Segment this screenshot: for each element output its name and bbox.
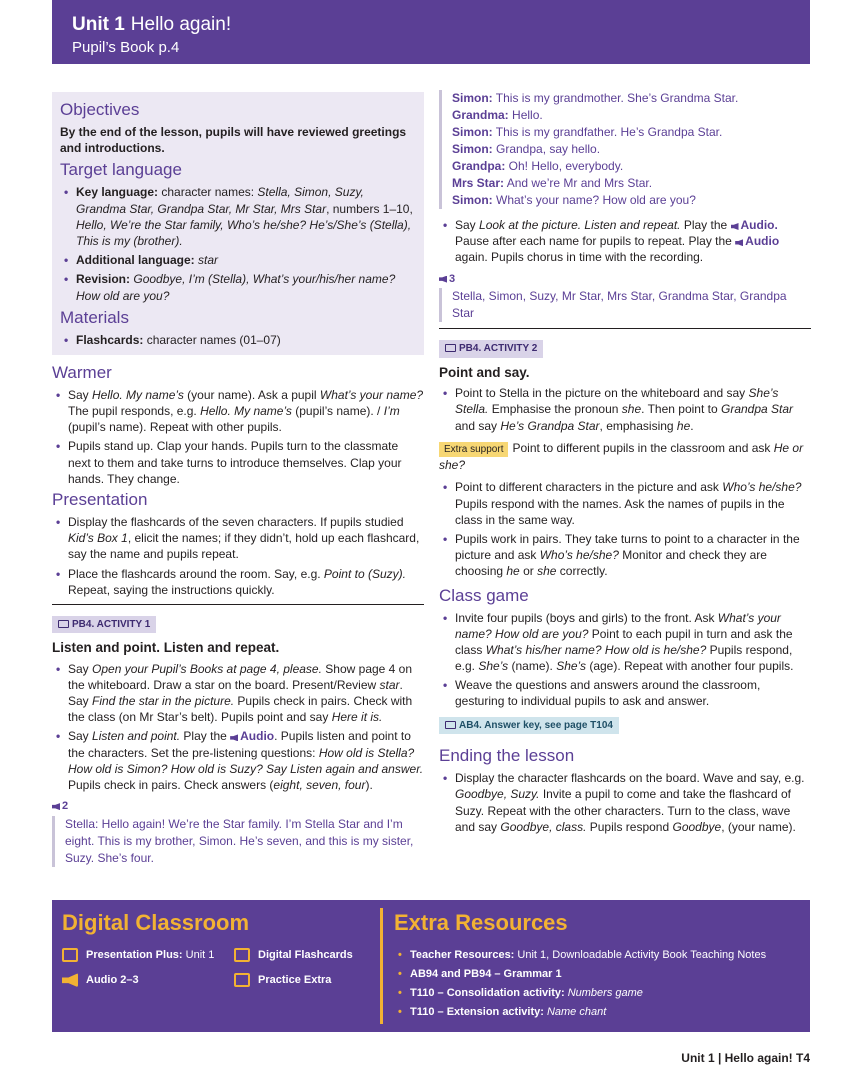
speaker-icon [735, 239, 743, 246]
extra-support-note: Extra support Point to different pupils in the classroom and ask He or she? [439, 440, 804, 473]
transcript-line: Grandpa: Oh! Hello, everybody. [452, 159, 624, 173]
book-page: Pupil’s Book p.4 [72, 39, 180, 56]
audio-track-3: 3 [439, 272, 811, 287]
transcript-1 [439, 90, 811, 209]
list-item: • Key language: character names: Stella, Simon, Suzy, Grandma Star, Grandpa Star, Mr Star, Mrs Star, numbers 1–10, Hello, We’re the Star family, Who’s he/she? He’s/She’s (Stella), This is my (brother). [60, 184, 416, 249]
materials-heading: Materials [60, 307, 129, 327]
ending-heading: Ending the lesson [439, 746, 575, 766]
speaker-icon [62, 973, 78, 987]
transcript-line: Grandma: Hello. [452, 108, 543, 122]
list-item[interactable]: • T110 – Consolidation activity: Numbers game [394, 986, 799, 1001]
activity2-title: Point and say. [439, 364, 530, 380]
right-column [439, 90, 811, 838]
speaker-icon [52, 803, 60, 810]
extra-resources-title: Extra Resources [394, 910, 568, 935]
extra-resources-list [394, 948, 799, 1019]
list-item: • Pupils stand up. Clap your hands. Pupils turn to the classmate next to them and take turns to introduce themselves. Clap your hands. They change. [52, 438, 424, 487]
warmer-heading: Warmer [52, 362, 112, 382]
transcript-line: Simon: This is my grandmother. She’s Grandma Star. [452, 91, 739, 105]
list-item: • Say Open your Pupil’s Books at page 4, please. Show page 4 on the whiteboard. Draw a star on the board. Present/Review star. Say Find the star in the picture. Pupils check in pairs. Check with the class (on Mr Star’s belt). Pupils point and say Here it is. [52, 661, 424, 726]
objectives-text: By the end of the lesson, pupils will have reviewed greetings and introductions. [60, 125, 407, 156]
divider [439, 328, 811, 329]
list-item: • Weave the questions and answers around the classroom, gesturing to individual pupils to ask and answer. [439, 677, 811, 709]
digital-flashcards-link[interactable]: Digital Flashcards [234, 948, 384, 963]
audio-link[interactable]: Audio 2–3 [62, 973, 234, 988]
presentation-list [52, 514, 424, 598]
extra-resources [394, 910, 799, 1023]
list-item: • Additional language: star [60, 252, 416, 268]
practice-icon [234, 973, 250, 987]
book-icon [58, 620, 69, 628]
activity1-list [52, 661, 424, 794]
target-language-heading: Target language [60, 160, 182, 180]
ending-list [439, 770, 811, 835]
activity2-list-2 [439, 479, 811, 579]
warmer-list [52, 387, 424, 487]
presentation-plus-link[interactable]: Presentation Plus: Unit 1 [62, 948, 234, 963]
materials-list [60, 332, 416, 348]
list-item: • Display the character flashcards on the board. Wave and say, e.g. Goodbye, Suzy. Invite a pupil to come and take the flashcard of Suzy. Repeat with the other characters. Turn to the class, wave and say Goodbye, class. Pupils respond Goodbye, (your name). [439, 770, 811, 835]
transcript-2: Stella: Hello again! We’re the Star family. I’m Stella Star and I’m eight. This is my brother, Simon. He’s seven, and this is my sister, Suzy. She’s four. [52, 816, 424, 867]
page-footer: Unit 1 | Hello again! T4 [681, 1051, 810, 1065]
transcript-line: Simon: Grandpa, say hello. [452, 142, 601, 156]
class-game-heading: Class game [439, 585, 529, 605]
speaker-icon [731, 223, 739, 230]
list-item[interactable]: • Teacher Resources: Unit 1, Downloadable Activity Book Teaching Notes [394, 948, 799, 963]
divider [52, 604, 424, 605]
transcript-line: Simon: This is my grandfather. He’s Grandpa Star. [452, 125, 723, 139]
activity2-list [439, 385, 811, 434]
activity1-title: Listen and point. Listen and repeat. [52, 640, 280, 656]
presentation-icon [62, 948, 78, 962]
list-item: • Point to Stella in the picture on the whiteboard and say She’s Stella. Emphasise the pronoun she. Then point to Grandpa Star and say He’s Grandpa Star, emphasising he. [439, 385, 811, 434]
transcript-line: Mrs Star: And we’re Mr and Mrs Star. [452, 176, 653, 190]
divider [380, 908, 383, 1024]
list-item: • Point to different characters in the picture and ask Who’s he/she? Pupils respond with the names. Ask the names of pupils in the class in the same way. [439, 479, 811, 528]
speaker-icon [439, 276, 447, 283]
list-item: • Revision: Goodbye, I’m (Stella), What’s your/his/her name? How old are you? [60, 271, 416, 303]
book-icon [445, 721, 456, 729]
list-item: • Say Look at the picture. Listen and repeat. Play the Audio. Pause after each name for pupils to repeat. Play the Audio again. Pupils chorus in time with the recording. [439, 217, 811, 266]
transcript-3: Stella, Simon, Suzy, Mr Star, Mrs Star, Grandma Star, Grandpa Star [439, 288, 811, 322]
target-language-list [60, 184, 416, 303]
objectives-box [52, 92, 424, 355]
list-item: • Pupils work in pairs. They take turns to point to a character in the picture and ask Who’s he/she? Monitor and check they are choosing he or she correctly. [439, 531, 811, 580]
list-item: • Invite four pupils (boys and girls) to the front. Ask What’s your name? How old are you? Point to each pupil in turn and ask the class What’s his/her name? How old is he/she? Pupils respond, e.g. She’s (name). She’s (age). Repeat with another four pupils. [439, 610, 811, 675]
objectives-heading: Objectives [60, 100, 140, 119]
flashcards-icon [234, 948, 250, 962]
class-game-list [439, 610, 811, 710]
left-column [52, 92, 424, 867]
list-item: • Place the flashcards around the room. Say, e.g. Point to (Suzy). Repeat, saying the instructions quickly. [52, 566, 424, 598]
list-item: • Flashcards: character names (01–07) [60, 332, 416, 348]
book-icon [445, 344, 456, 352]
transcript-line: Simon: What’s your name? How old are you? [452, 193, 696, 207]
resources-banner [52, 900, 810, 1032]
audio-instructions-list [439, 217, 811, 266]
unit-header [52, 0, 810, 64]
unit-title: Unit 1 Hello again! [72, 14, 232, 35]
digital-classroom-title: Digital Classroom [62, 910, 250, 935]
list-item: • Say Listen and point. Play the Audio. Pupils listen and point to the characters. Set the pre-listening questions: How old is Stella? How old is Simon? How old is Suzy? Say Listen again and answer. Pupils check in pairs. Check answers (eight, seven, four). [52, 728, 424, 793]
activity2-tag: PB4. ACTIVITY 2 [439, 340, 543, 358]
list-item[interactable]: • T110 – Extension activity: Name chant [394, 1005, 799, 1020]
list-item[interactable]: • AB94 and PB94 – Grammar 1 [394, 967, 799, 982]
digital-classroom [62, 910, 382, 988]
answer-key-tag: AB4. Answer key, see page T104 [439, 717, 619, 735]
audio-track-2: 2 [52, 799, 424, 814]
practice-extra-link[interactable]: Practice Extra [234, 973, 384, 988]
speaker-icon [230, 734, 238, 741]
extra-support-badge: Extra support [439, 442, 508, 458]
activity1-tag: PB4. ACTIVITY 1 [52, 616, 156, 634]
presentation-heading: Presentation [52, 490, 148, 509]
list-item: • Say Hello. My name’s (your name). Ask a pupil What’s your name? The pupil responds, e.g. Hello. My name’s (pupil’s name). / I’m (pupil’s name). Repeat with other pupils. [52, 387, 424, 436]
list-item: • Display the flashcards of the seven characters. If pupils studied Kid’s Box 1, elicit the names; if they didn’t, hold up each flashcard, say the name and pupils repeat. [52, 514, 424, 563]
